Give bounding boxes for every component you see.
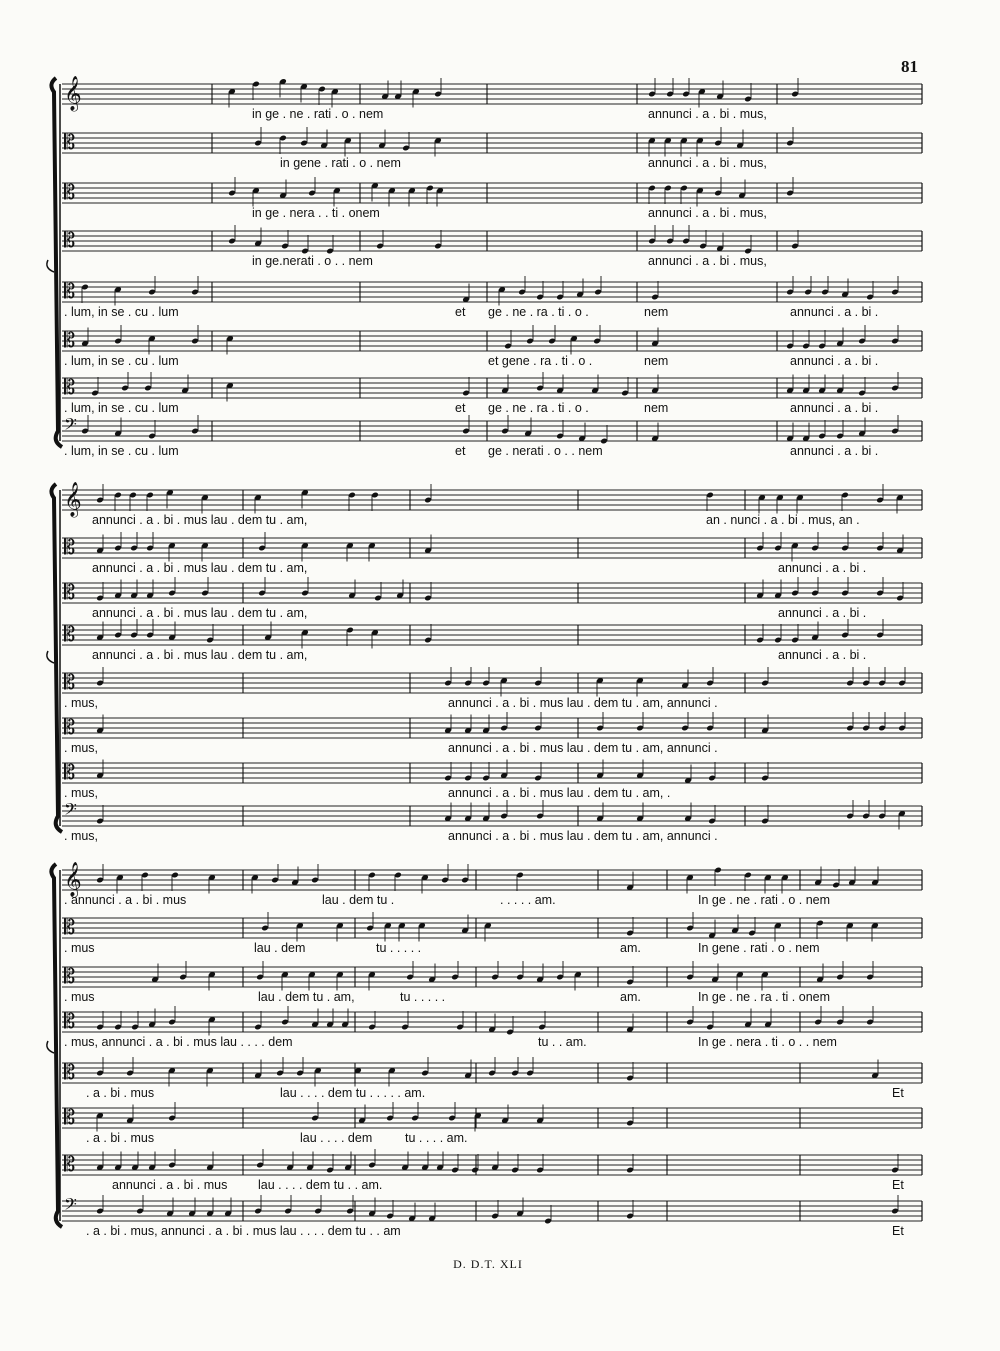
lyric-line: ge . nerati . o . . nem bbox=[488, 444, 603, 458]
lyric-line: . lum, in se . cu . lum bbox=[64, 401, 179, 415]
lyric-line: in ge . nera . . ti . onem bbox=[252, 206, 380, 220]
staff-5 bbox=[62, 1057, 922, 1100]
staff-8 bbox=[62, 414, 922, 458]
lyric-line: . a . bi . mus, annunci . a . bi . mus lau . . . . dem tu . . am bbox=[86, 1224, 401, 1238]
system-1 bbox=[47, 76, 922, 458]
lyric-line: . mus, bbox=[64, 741, 99, 755]
lyric-line: an . nunci . a . bi . mus, an . bbox=[706, 513, 860, 527]
lyric-line: et bbox=[455, 305, 466, 319]
bass-clef: 𝄢 bbox=[64, 414, 77, 438]
lyric-line: lau . dem tu . bbox=[322, 893, 395, 907]
lyric-line: annunci . a . bi . bbox=[778, 606, 867, 620]
alto-clef: 𝄡 bbox=[64, 915, 76, 939]
staff-5 bbox=[62, 276, 922, 319]
lyric-line: . . . . . am. bbox=[500, 893, 556, 907]
lyric-line: . mus bbox=[64, 990, 95, 1004]
alto-clef: 𝄡 bbox=[64, 964, 76, 988]
treble-clef: 𝄞 bbox=[64, 76, 82, 111]
lyric-line: annunci . a . bi . mus, bbox=[648, 107, 767, 121]
lyric-line: . mus, bbox=[64, 829, 99, 843]
lyric-line: . mus, bbox=[64, 786, 99, 800]
staff-6 bbox=[62, 325, 922, 368]
staff-2 bbox=[62, 912, 922, 955]
alto-clef: 𝄡 bbox=[64, 328, 76, 352]
lyric-line: . annunci . a . bi . mus bbox=[64, 893, 187, 907]
alto-clef: 𝄡 bbox=[64, 1105, 76, 1129]
staff-3 bbox=[62, 577, 922, 620]
lyric-line: tu . . . . . bbox=[400, 990, 446, 1004]
staff-6 bbox=[62, 712, 922, 755]
lyric-line: et bbox=[455, 444, 466, 458]
footer-signature: D. D.T. XLI bbox=[453, 1257, 523, 1271]
staff-1 bbox=[62, 862, 922, 907]
lyric-line: In ge . nera . ti . o . . nem bbox=[698, 1035, 837, 1049]
lyric-line: ge . ne . ra . ti . o . bbox=[488, 401, 589, 415]
lyric-line: annunci . a . bi . mus lau . dem tu . am, bbox=[92, 606, 308, 620]
lyric-line: annunci . a . bi . bbox=[778, 648, 867, 662]
lyric-line: . a . bi . mus bbox=[86, 1131, 155, 1145]
lyric-line: Et bbox=[892, 1178, 904, 1192]
staff-7 bbox=[62, 760, 922, 801]
lyric-line: In ge . ne . ra . ti . onem bbox=[698, 990, 831, 1004]
staff-4 bbox=[62, 619, 922, 662]
alto-clef: 𝄡 bbox=[64, 760, 76, 784]
lyric-line: nem bbox=[644, 354, 669, 368]
lyric-line: nem bbox=[644, 401, 669, 415]
lyric-line: lau . . . . dem tu . . . . . am. bbox=[280, 1086, 426, 1100]
staff-8 bbox=[62, 799, 922, 843]
lyric-line: lau . . . . dem tu . . am. bbox=[258, 1178, 383, 1192]
lyric-line: Et bbox=[892, 1086, 904, 1100]
lyric-line: in gene . rati . o . nem bbox=[280, 156, 401, 170]
choir-divider bbox=[47, 260, 54, 272]
alto-clef: 𝄡 bbox=[64, 535, 76, 559]
lyric-line: annunci . a . bi . mus lau . dem tu . am, annunci . bbox=[448, 741, 718, 755]
staff-4 bbox=[62, 225, 922, 268]
lyric-line: annunci . a . bi . bbox=[778, 561, 867, 575]
staff-2 bbox=[62, 532, 922, 575]
lyric-line: lau . dem bbox=[254, 941, 306, 955]
alto-clef: 𝄡 bbox=[64, 715, 76, 739]
lyric-line: Et bbox=[892, 1224, 904, 1238]
alto-clef: 𝄡 bbox=[64, 580, 76, 604]
alto-clef: 𝄡 bbox=[64, 375, 76, 399]
alto-clef: 𝄡 bbox=[64, 130, 76, 154]
lyric-line: . lum, in se . cu . lum bbox=[64, 354, 179, 368]
bass-clef: 𝄢 bbox=[64, 1194, 77, 1218]
staff-3 bbox=[62, 177, 922, 220]
lyric-line: In gene . rati . o . nem bbox=[698, 941, 820, 955]
treble-clef: 𝄞 bbox=[64, 482, 82, 517]
lyric-line: . mus, bbox=[64, 696, 99, 710]
lyric-line: nem bbox=[644, 305, 669, 319]
bass-clef: 𝄢 bbox=[64, 799, 77, 823]
lyric-line: annunci . a . bi . mus lau . dem tu . am, bbox=[92, 513, 308, 527]
staff-2 bbox=[62, 127, 922, 170]
lyric-line: in ge . ne . rati . o . nem bbox=[252, 107, 384, 121]
lyric-line: tu . . am. bbox=[538, 1035, 587, 1049]
lyric-line: annunci . a . bi . mus, bbox=[648, 156, 767, 170]
lyric-line: lau . dem tu . am, bbox=[258, 990, 355, 1004]
lyric-line: annunci . a . bi . mus lau . dem tu . am, . bbox=[448, 786, 671, 800]
lyric-line: in ge.nerati . o . . nem bbox=[252, 254, 373, 268]
choir-divider bbox=[47, 651, 54, 663]
alto-clef: 𝄡 bbox=[64, 180, 76, 204]
staff-7 bbox=[62, 372, 922, 415]
lyric-line: tu . . . . am. bbox=[405, 1131, 468, 1145]
lyric-line: annunci . a . bi . mus lau . dem tu . am, annunci . bbox=[448, 829, 718, 843]
staff-4 bbox=[62, 1006, 922, 1049]
choir-divider bbox=[47, 1041, 54, 1053]
lyric-line: annunci . a . bi . bbox=[790, 401, 879, 415]
lyric-line: et gene . ra . ti . o . bbox=[488, 354, 593, 368]
lyric-line: annunci . a . bi . bbox=[790, 305, 879, 319]
staff-1 bbox=[62, 76, 922, 121]
lyric-line: annunci . a . bi . mus lau . dem tu . am, bbox=[92, 561, 308, 575]
staff-3 bbox=[62, 961, 922, 1004]
lyric-line: annunci . a . bi . bbox=[790, 354, 879, 368]
system-3 bbox=[47, 862, 922, 1238]
treble-clef: 𝄞 bbox=[64, 862, 82, 897]
alto-clef: 𝄡 bbox=[64, 670, 76, 694]
alto-clef: 𝄡 bbox=[64, 228, 76, 252]
lyric-line: am. bbox=[620, 990, 641, 1004]
lyric-line: am. bbox=[620, 941, 641, 955]
lyric-line: annunci . a . bi . mus lau . dem tu . am, bbox=[92, 648, 308, 662]
staff-7 bbox=[62, 1149, 922, 1192]
lyric-line: tu . . . . . bbox=[376, 941, 422, 955]
systems bbox=[47, 76, 922, 1238]
page-number: 81 bbox=[901, 57, 918, 76]
lyric-line: annunci . a . bi . mus, bbox=[648, 206, 767, 220]
system-2 bbox=[47, 482, 922, 843]
lyric-line: annunci . a . bi . mus bbox=[112, 1178, 228, 1192]
alto-clef: 𝄡 bbox=[64, 1009, 76, 1033]
lyric-line: annunci . a . bi . bbox=[790, 444, 879, 458]
staff-6 bbox=[62, 1102, 922, 1145]
alto-clef: 𝄡 bbox=[64, 1152, 76, 1176]
alto-clef: 𝄡 bbox=[64, 622, 76, 646]
lyric-line: . a . bi . mus bbox=[86, 1086, 155, 1100]
lyric-line: lau . . . . dem bbox=[300, 1131, 373, 1145]
lyric-line: annunci . a . bi . mus, bbox=[648, 254, 767, 268]
lyric-line: ge . ne . ra . ti . o . bbox=[488, 305, 589, 319]
alto-clef: 𝄡 bbox=[64, 279, 76, 303]
lyric-line: . lum, in se . cu . lum bbox=[64, 305, 179, 319]
lyric-line: . mus bbox=[64, 941, 95, 955]
staff-1 bbox=[62, 482, 922, 527]
lyric-line: et bbox=[455, 401, 466, 415]
staff-5 bbox=[62, 667, 922, 710]
staff-8 bbox=[62, 1194, 922, 1238]
lyric-line: . lum, in se . cu . lum bbox=[64, 444, 179, 458]
lyric-line: annunci . a . bi . mus lau . dem tu . am, annunci . bbox=[448, 696, 718, 710]
alto-clef: 𝄡 bbox=[64, 1060, 76, 1084]
lyric-line: In ge . ne . rati . o . nem bbox=[698, 893, 831, 907]
lyric-line: . mus, annunci . a . bi . mus lau . . . . dem bbox=[64, 1035, 293, 1049]
